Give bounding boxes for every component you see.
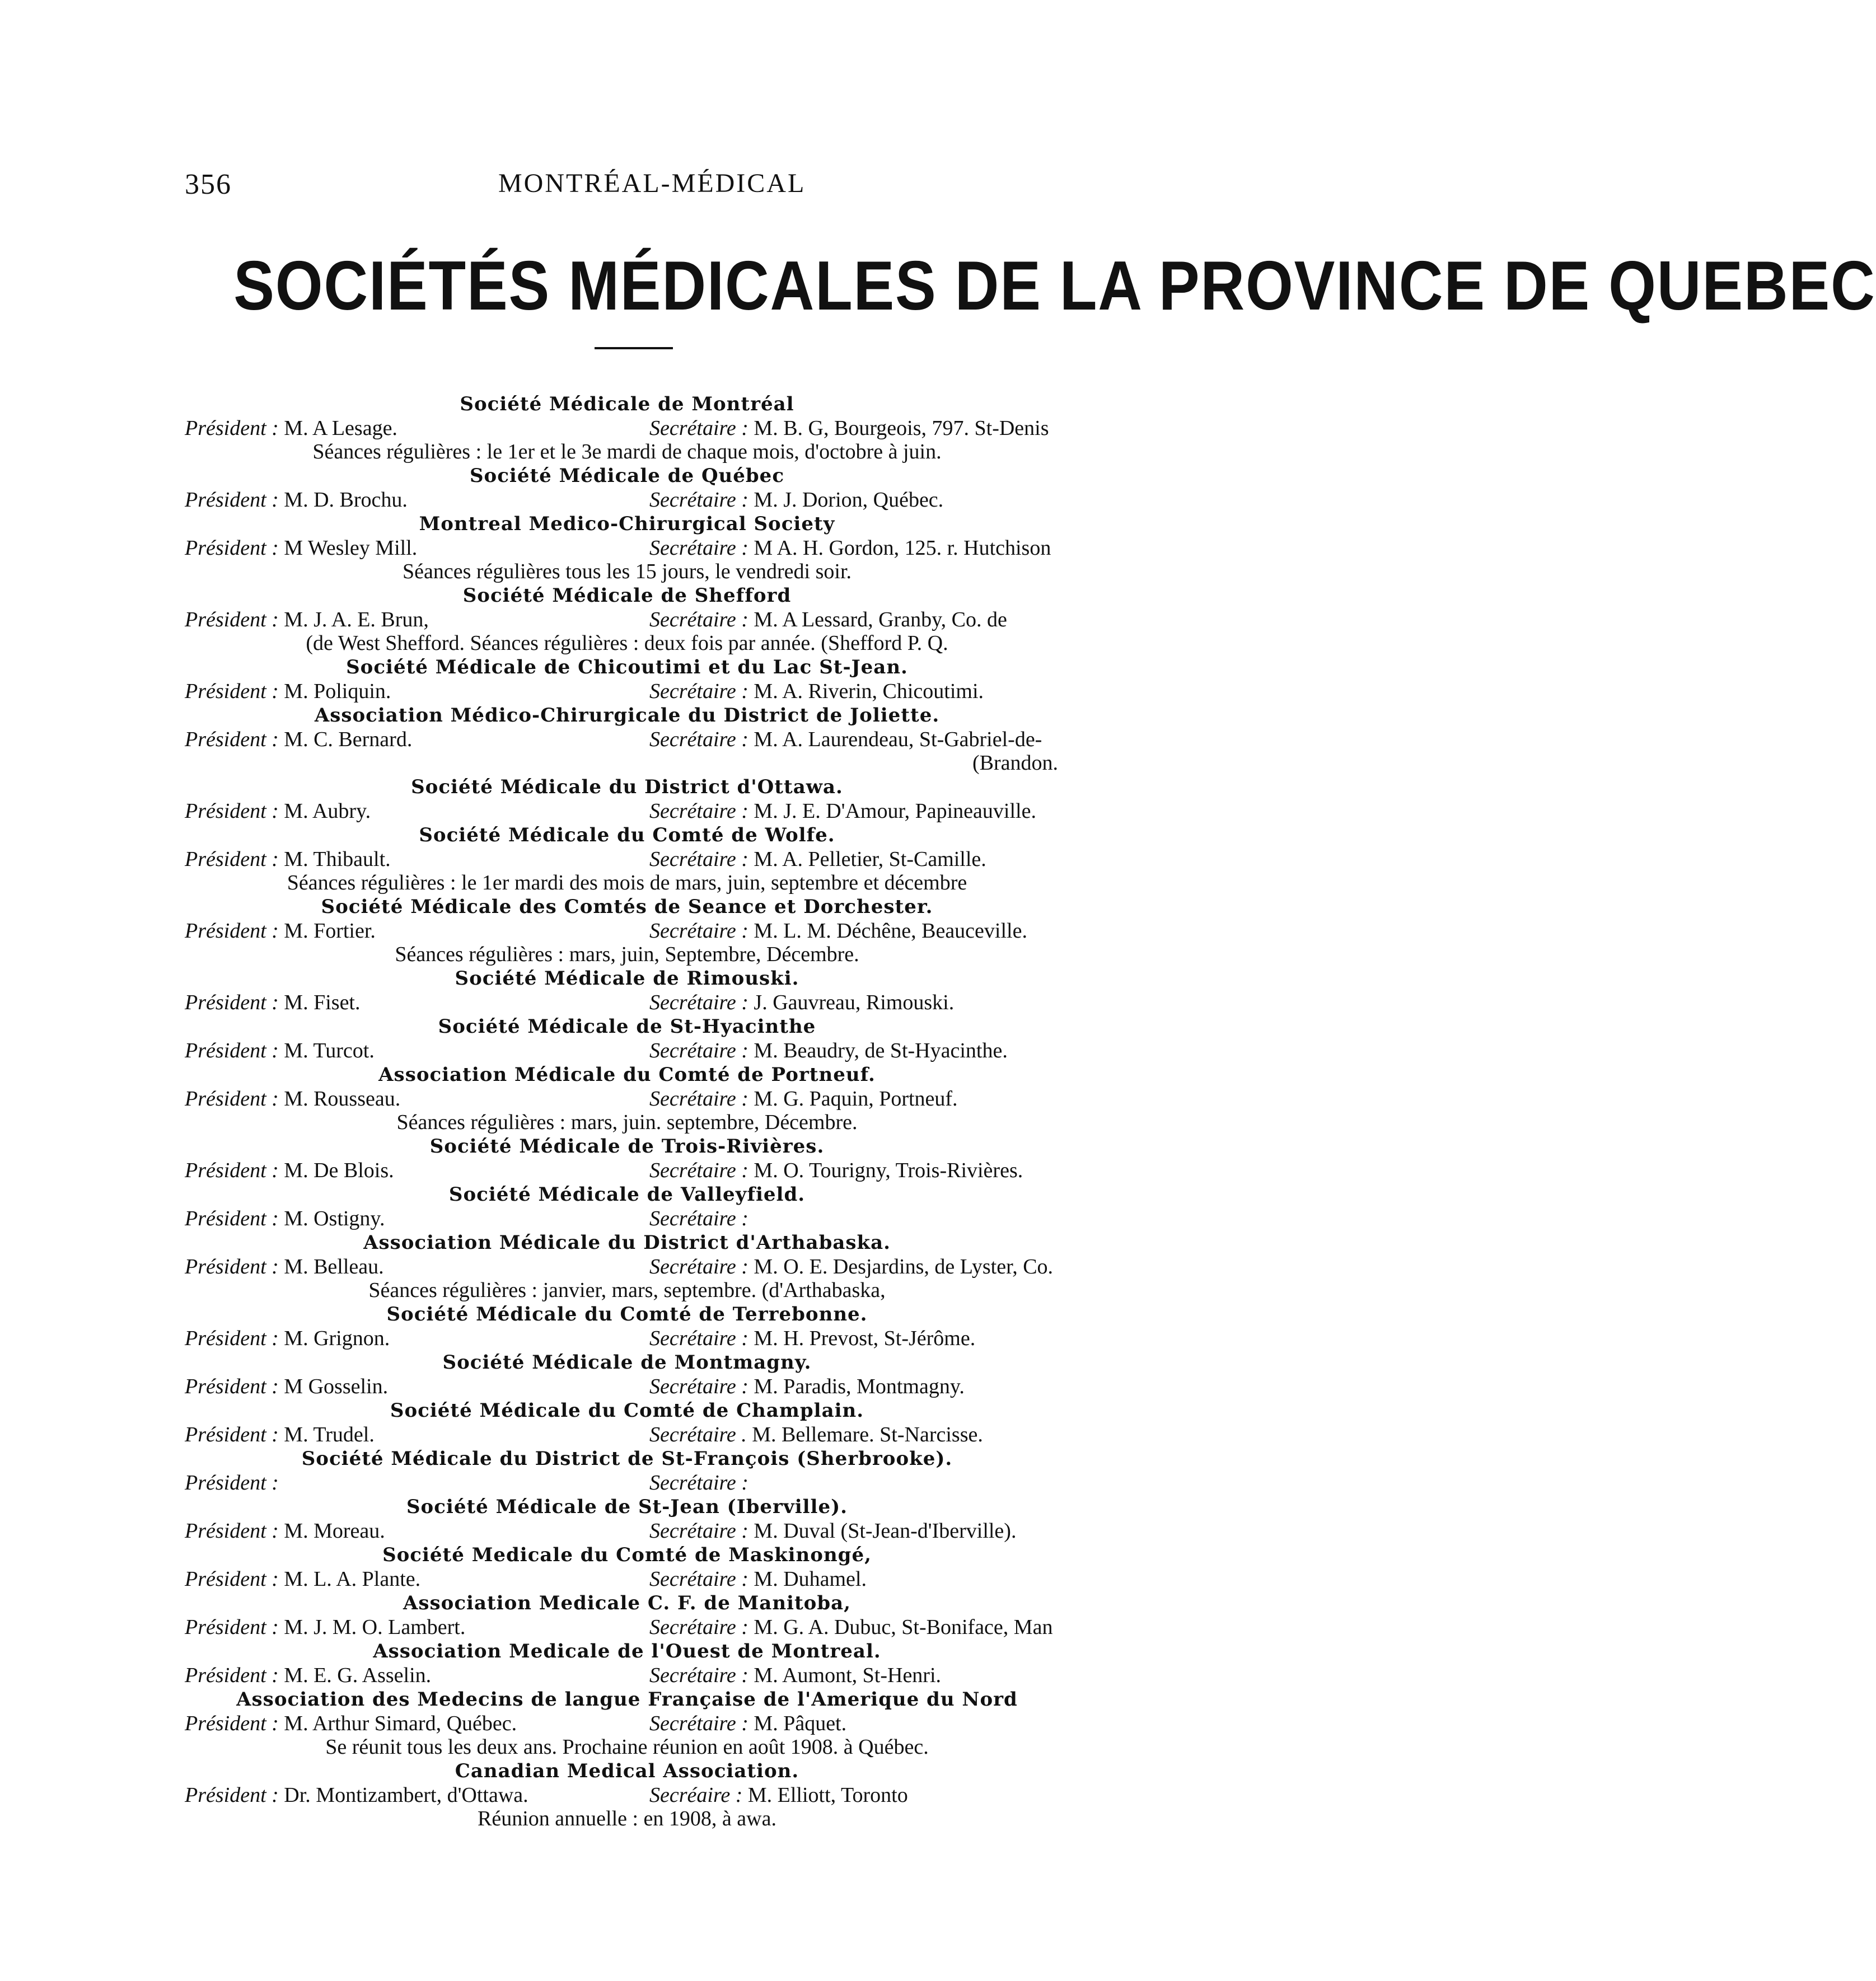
president-cell — [185, 1159, 649, 1182]
page-header — [185, 168, 1080, 213]
officers-row — [185, 1087, 1069, 1111]
president-label: Président : — [185, 416, 279, 440]
secretary-label: Secrétaire : — [649, 1375, 748, 1398]
meeting-note: Séances régulières : le 1er et le 3e mardi de chaque mois, d'octobre à juin. — [312, 440, 942, 463]
president-cell — [185, 728, 649, 751]
society-entry — [185, 823, 1069, 895]
president-cell — [185, 608, 649, 631]
secretary-cell — [649, 991, 1069, 1014]
president-name: M. Thibault. — [284, 847, 391, 871]
secretary-label: Secrétaire : — [649, 847, 748, 871]
society-entry — [185, 775, 1069, 823]
president-name: M. De Blois. — [284, 1159, 394, 1182]
society-entry — [185, 655, 1069, 703]
society-name: Société Médicale des Comtés de Seance et Dorchester. — [321, 896, 933, 918]
president-label: Président : — [185, 1255, 279, 1278]
president-label: Président : — [185, 1087, 279, 1111]
secretary-label: Secrétaire : — [649, 1327, 748, 1350]
officers-row — [185, 1327, 1069, 1350]
title-divider — [595, 347, 673, 349]
officers-row — [185, 1664, 1069, 1687]
secretary-cell — [649, 536, 1069, 560]
president-label: Président : — [185, 1783, 279, 1807]
secretary-label: Secrétaire : — [649, 680, 748, 703]
president-cell — [185, 1039, 649, 1062]
society-entry — [185, 583, 1069, 655]
society-name: Société Médicale du Comté de Champlain. — [390, 1399, 864, 1422]
president-name: M. L. A. Plante. — [284, 1567, 421, 1591]
society-name: Société Médicale de Montréal — [460, 393, 794, 415]
president-name: M. Fortier. — [284, 919, 376, 943]
secretary-cell — [649, 1615, 1069, 1639]
president-name: M. A Lesage. — [284, 416, 397, 440]
president-cell — [185, 416, 649, 440]
society-entry — [185, 1230, 1069, 1302]
president-name: M. Aubry. — [284, 799, 371, 823]
secretary-cell — [649, 1327, 1069, 1350]
society-name: Société Médicale de St-Jean (Iberville). — [406, 1496, 848, 1518]
officers-row — [185, 1615, 1069, 1639]
officers-row — [185, 1039, 1069, 1062]
president-cell — [185, 488, 649, 512]
secretary-label: Secrétaire : — [649, 608, 748, 631]
secretary-label: Secrétaire : — [649, 1712, 748, 1735]
secretary-name: M. A. Laurendeau, St-Gabriel-de- — [754, 728, 1042, 751]
secretary-cell — [649, 919, 1069, 943]
secretary-name: M. J. Dorion, Québec. — [754, 488, 944, 512]
president-name: M. J. M. O. Lambert. — [284, 1615, 466, 1639]
meeting-note: (de West Shefford. Séances régulières : deux fois par année. (Shefford P. Q. — [306, 631, 948, 655]
officers-row — [185, 1783, 1069, 1807]
president-name: M. Trudel. — [284, 1423, 375, 1446]
society-entry — [185, 1182, 1069, 1230]
society-entry — [185, 966, 1069, 1014]
president-name: M. Ostigny. — [284, 1207, 385, 1230]
president-name: M. E. G. Asselin. — [284, 1664, 432, 1687]
society-name: Société Médicale du District d'Ottawa. — [411, 776, 843, 798]
president-name: M. J. A. E. Brun, — [284, 608, 429, 631]
secretary-name: M. A. Pelletier, St-Camille. — [754, 847, 986, 871]
meeting-note: Séances régulières : mars, juin, Septembre, Décembre. — [395, 943, 859, 966]
president-label: Président : — [185, 680, 279, 703]
society-entry — [185, 1446, 1069, 1495]
society-name: Canadian Medical Association. — [455, 1760, 799, 1782]
president-label: Président : — [185, 728, 279, 751]
president-cell — [185, 1783, 649, 1807]
society-name: Association des Medecins de langue Française de l'Amerique du Nord — [236, 1688, 1018, 1711]
president-cell — [185, 847, 649, 871]
secretary-name: M. G. Paquin, Portneuf. — [754, 1087, 958, 1111]
secretary-name: M. Aumont, St-Henri. — [754, 1664, 942, 1687]
societies-list — [185, 392, 1069, 1830]
meeting-note: Séances régulières : janvier, mars, septembre. (d'Arthabaska, — [368, 1278, 886, 1302]
president-name: M. Turcot. — [284, 1039, 375, 1062]
secretary-cell — [649, 1087, 1069, 1111]
secretary-label: Secrétaire : — [649, 416, 748, 440]
officers-row — [185, 919, 1069, 943]
president-cell — [185, 536, 649, 560]
society-name: Société Médicale du Comté de Wolfe. — [419, 824, 835, 846]
secretary-name: M. Bellemare. St-Narcisse. — [752, 1423, 983, 1446]
society-name: Association Médicale du District d'Arthabaska. — [363, 1231, 891, 1254]
president-label: Président : — [185, 1423, 279, 1446]
society-entry — [185, 1014, 1069, 1062]
secretary-cell — [649, 488, 1069, 512]
society-entry — [185, 1134, 1069, 1182]
president-name: M. Rousseau. — [284, 1087, 401, 1111]
secretary-name: J. Gauvreau, Rimouski. — [754, 991, 955, 1014]
president-name: M. Belleau. — [284, 1255, 384, 1278]
society-name: Société Médicale de Valleyfield. — [448, 1183, 806, 1206]
president-name: M Wesley Mill. — [284, 536, 418, 560]
secretary-label: Secrétaire : — [649, 1039, 748, 1062]
secretary-cell — [649, 608, 1069, 631]
society-entry — [185, 1543, 1069, 1591]
society-name: Société Médicale de Montmagny. — [442, 1351, 812, 1374]
society-entry — [185, 1759, 1069, 1830]
president-cell — [185, 680, 649, 703]
secretary-name: M. B. G, Bourgeois, 797. St-Denis — [754, 416, 1049, 440]
president-label: Président : — [185, 488, 279, 512]
secretary-label: Secrétaire : — [649, 1471, 748, 1495]
president-name: M. Grignon. — [284, 1327, 390, 1350]
officers-row — [185, 488, 1069, 512]
officers-row — [185, 991, 1069, 1014]
secretary-cell — [649, 416, 1069, 440]
president-label: Président : — [185, 1567, 279, 1591]
secretary-cell — [649, 1423, 1069, 1446]
society-entry — [185, 1687, 1069, 1759]
society-entry — [185, 1495, 1069, 1543]
president-cell — [185, 1375, 649, 1398]
president-label: Président : — [185, 799, 279, 823]
president-label: Président : — [185, 1615, 279, 1639]
president-name: M. Moreau. — [284, 1519, 385, 1543]
president-cell — [185, 1567, 649, 1591]
president-label: Président : — [185, 1327, 279, 1350]
secretary-label: Secrétaire : — [649, 728, 748, 751]
secretary-name: M. Beaudry, de St-Hyacinthe. — [754, 1039, 1008, 1062]
secretary-label: Secrétaire : — [649, 536, 748, 560]
secretary-name: M. H. Prevost, St-Jérôme. — [754, 1327, 976, 1350]
society-name: Montreal Medico-Chirurgical Society — [419, 513, 835, 535]
society-name: Association Medicale de l'Ouest de Montreal. — [373, 1640, 881, 1662]
secretary-name: M. J. E. D'Amour, Papineauville. — [754, 799, 1036, 823]
president-name: Dr. Montizambert, d'Ottawa. — [284, 1783, 528, 1807]
president-cell — [185, 1519, 649, 1543]
secretary-label: Secrétaire : — [649, 1087, 748, 1111]
secretary-continuation: (Brandon. — [972, 751, 1058, 775]
president-label: Président : — [185, 1207, 279, 1230]
secretary-cell — [649, 1159, 1069, 1182]
president-label: Président : — [185, 608, 279, 631]
secretary-cell — [649, 1471, 1069, 1495]
officers-row — [185, 799, 1069, 823]
secretary-cell — [649, 799, 1069, 823]
society-name: Société Medicale du Comté de Maskinongé, — [382, 1544, 872, 1566]
president-label: Président : — [185, 1375, 279, 1398]
officers-row — [185, 728, 1069, 751]
president-cell — [185, 919, 649, 943]
society-name: Société Médicale de Chicoutimi et du Lac St-Jean. — [346, 656, 908, 678]
president-label: Président : — [185, 1664, 279, 1687]
officers-row — [185, 608, 1069, 631]
president-cell — [185, 799, 649, 823]
president-label: Président : — [185, 536, 279, 560]
society-name: Société Médicale de Shefford — [462, 584, 792, 607]
society-entry — [185, 1302, 1069, 1350]
meeting-note: Séances régulières : le 1er mardi des mois de mars, juin, septembre et décembre — [287, 871, 967, 895]
officers-row — [185, 416, 1069, 440]
president-label: Président : — [185, 919, 279, 943]
officers-row — [185, 847, 1069, 871]
secretary-name: M. A Lessard, Granby, Co. de — [754, 608, 1007, 631]
page-number: 356 — [185, 168, 232, 200]
president-cell — [185, 1327, 649, 1350]
president-label: Président : — [185, 1712, 279, 1735]
president-cell — [185, 991, 649, 1014]
officers-row — [185, 536, 1069, 560]
secretary-label: Secrétaire : — [649, 919, 748, 943]
meeting-note: Séances régulières : mars, juin. septembre, Décembre. — [396, 1111, 858, 1134]
secretary-cell — [649, 847, 1069, 871]
officers-row — [185, 1159, 1069, 1182]
president-label: Président : — [185, 1519, 279, 1543]
secretary-cell — [649, 1567, 1069, 1591]
president-name: M Gosselin. — [284, 1375, 389, 1398]
secretary-label: Secrétaire : — [649, 1664, 748, 1687]
society-name: Association Medicale C. F. de Manitoba, — [403, 1592, 851, 1614]
officers-row — [185, 1423, 1069, 1446]
officers-row — [185, 1375, 1069, 1398]
president-label: Président : — [185, 991, 279, 1014]
society-entry — [185, 512, 1069, 583]
society-entry — [185, 1398, 1069, 1446]
society-entry — [185, 895, 1069, 966]
secretary-cell — [649, 1255, 1069, 1278]
president-name: M. D. Brochu. — [284, 488, 408, 512]
secretary-label: Secrétaire : — [649, 1159, 748, 1182]
president-cell — [185, 1471, 649, 1495]
secretary-name: M. O. E. Desjardins, de Lyster, Co. — [754, 1255, 1054, 1278]
president-cell — [185, 1712, 649, 1735]
secretary-cell — [649, 1375, 1069, 1398]
secretary-label: Secrétaire : — [649, 991, 748, 1014]
president-cell — [185, 1207, 649, 1230]
officers-row — [185, 1712, 1069, 1735]
society-entry — [185, 1350, 1069, 1398]
officers-row — [185, 680, 1069, 703]
page-title: SOCIÉTÉS MÉDICALES DE LA PROVINCE DE QUEBEC — [233, 247, 1876, 325]
secretary-name: M. Pâquet. — [754, 1712, 847, 1735]
president-name: M. Fiset. — [284, 991, 361, 1014]
secretary-label: Secrétaire : — [649, 1567, 748, 1591]
society-name: Société Médicale de St-Hyacinthe — [438, 1015, 816, 1038]
society-name: Société Médicale du District de St-François (Sherbrooke). — [301, 1448, 953, 1470]
president-cell — [185, 1423, 649, 1446]
secretary-cell — [649, 680, 1069, 703]
secretary-label: Secrétaire . — [649, 1423, 747, 1446]
secretary-name: M. Duval (St-Jean-d'Iberville). — [754, 1519, 1017, 1543]
secretary-cell — [649, 728, 1069, 751]
secretary-label: Secrétaire : — [649, 1255, 748, 1278]
secretary-name: M. Duhamel. — [754, 1567, 867, 1591]
secretary-label: Secrétaire : — [649, 1207, 748, 1230]
society-entry — [185, 463, 1069, 512]
officers-row — [185, 1519, 1069, 1543]
secretary-label: Secrétaire : — [649, 1615, 748, 1639]
president-cell — [185, 1615, 649, 1639]
secretary-cell — [649, 1783, 1069, 1807]
secretary-name: M. G. A. Dubuc, St-Boniface, Man — [754, 1615, 1053, 1639]
officers-row — [185, 1471, 1069, 1495]
officers-row — [185, 1567, 1069, 1591]
secretary-label: Secrétaire : — [649, 1519, 748, 1543]
meeting-note: Séances régulières tous les 15 jours, le vendredi soir. — [402, 560, 852, 583]
officers-row — [185, 1255, 1069, 1278]
society-entry — [185, 1062, 1069, 1134]
secretary-label: Secrétaire : — [649, 799, 748, 823]
president-label: Président : — [185, 847, 279, 871]
secretary-cell — [649, 1519, 1069, 1543]
secretary-cell — [649, 1207, 1069, 1230]
secretary-name: M. A. Riverin, Chicoutimi. — [754, 680, 984, 703]
president-cell — [185, 1664, 649, 1687]
society-name: Association Médicale du Comté de Portneuf. — [378, 1064, 876, 1086]
president-label: Président : — [185, 1471, 279, 1495]
society-entry — [185, 1591, 1069, 1639]
president-name: M. Poliquin. — [284, 680, 391, 703]
meeting-note: Se réunit tous les deux ans. Prochaine réunion en août 1908. à Québec. — [325, 1735, 929, 1759]
president-label: Président : — [185, 1039, 279, 1062]
secretary-name: M. Paradis, Montmagny. — [754, 1375, 965, 1398]
secretary-name: M A. H. Gordon, 125. r. Hutchison — [754, 536, 1051, 560]
secretary-cell — [649, 1039, 1069, 1062]
society-name: Société Médicale de Rimouski. — [455, 967, 799, 990]
secretary-name: M. Elliott, Toronto — [747, 1783, 908, 1807]
society-name: Association Médico-Chirurgicale du District de Joliette. — [314, 704, 940, 727]
society-entry — [185, 392, 1069, 463]
running-head: MONTRÉAL-MÉDICAL — [498, 168, 806, 198]
secretary-name: M. O. Tourigny, Trois-Rivières. — [754, 1159, 1023, 1182]
society-entry — [185, 703, 1069, 775]
secretary-cell — [649, 1712, 1069, 1735]
officers-row — [185, 1207, 1069, 1230]
president-name: M. C. Bernard. — [284, 728, 413, 751]
secretary-name: M. L. M. Déchêne, Beauceville. — [754, 919, 1027, 943]
society-name: Société Médicale de Trois-Rivières. — [429, 1135, 825, 1158]
president-cell — [185, 1255, 649, 1278]
secretary-label: Secréaire : — [649, 1783, 743, 1807]
society-entry — [185, 1639, 1069, 1687]
president-cell — [185, 1087, 649, 1111]
president-label: Président : — [185, 1159, 279, 1182]
secretary-label: Secrétaire : — [649, 488, 748, 512]
society-name: Société Médicale de Québec — [469, 465, 785, 487]
secretary-cell — [649, 1664, 1069, 1687]
meeting-note: Réunion annuelle : en 1908, à awa. — [478, 1807, 776, 1830]
president-name: M. Arthur Simard, Québec. — [284, 1712, 517, 1735]
society-name: Société Médicale du Comté de Terrebonne. — [386, 1303, 868, 1326]
